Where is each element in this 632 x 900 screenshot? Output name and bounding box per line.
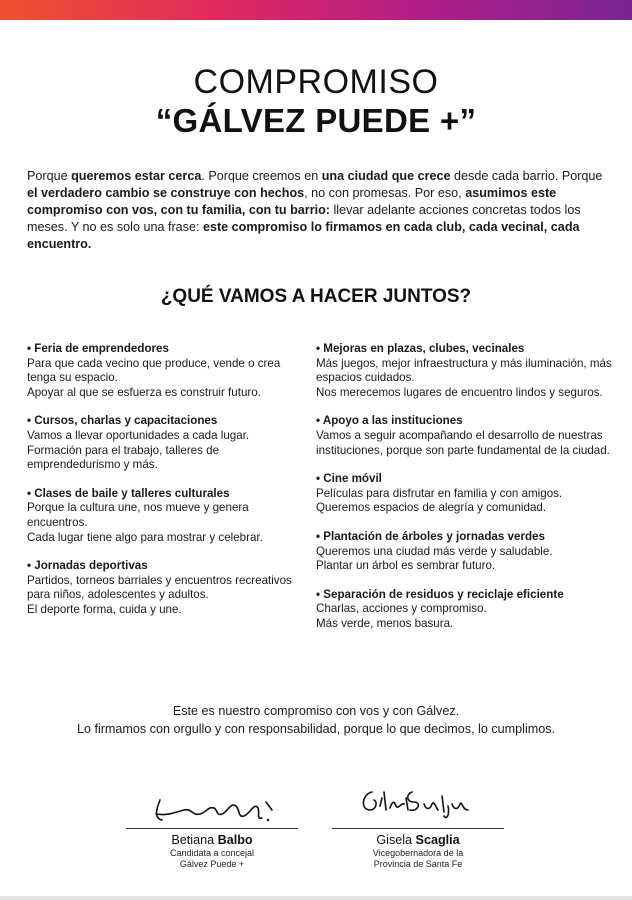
item-line: Nos merecemos lugares de encuentro lindos y seguros.	[316, 385, 603, 399]
closing-line-2: Lo firmamos con orgullo y con responsabilidad, porque lo que decimos, lo cumplimos.	[76, 722, 556, 736]
title-line-1: COMPROMISO	[193, 63, 439, 101]
list-item-cursos	[27, 414, 307, 472]
intro-paragraph	[27, 168, 609, 253]
list-item-deportivas	[27, 559, 307, 617]
intro-segment: . Porque creemos en	[201, 169, 322, 183]
item-line: Porque la cultura une, nos mueve y genera encuentros.	[27, 501, 249, 529]
item-line: Películas para disfrutar en familia y con amigos.	[316, 486, 563, 500]
signature-drawing-scaglia	[332, 780, 504, 826]
item-title: • Clases de baile y talleres culturales	[27, 486, 230, 500]
signature-block-balbo	[126, 780, 298, 870]
section-heading: ¿QUÉ VAMOS A HACER JUNTOS?	[160, 286, 472, 307]
list-item-instituciones	[316, 414, 616, 458]
item-line: Plantar un árbol es sembrar futuro.	[316, 559, 496, 573]
item-line: El deporte forma, cuida y une.	[27, 602, 182, 616]
signature-block-scaglia	[332, 780, 504, 870]
item-line: Apoyar al que se esfuerza es construir futuro.	[27, 385, 261, 399]
signer-role-line-1: Vicegobernadora de la	[372, 848, 464, 858]
title-line-2: “GÁLVEZ PUEDE +”	[155, 102, 477, 139]
item-title: • Cine móvil	[316, 472, 382, 486]
item-line: Queremos una ciudad más verde y saludable.	[316, 544, 553, 558]
intro-segment: , no con promesas. Por eso,	[304, 186, 466, 200]
item-line: Charlas, acciones y compromiso.	[316, 602, 487, 616]
item-line: Partidos, torneos barriales y encuentros recreativos para niños, adolescentes y adultos.	[27, 573, 292, 602]
item-line: Vamos a llevar oportunidades a cada lugar.	[27, 428, 250, 442]
item-title: • Separación de residuos y reciclaje eficiente	[316, 587, 564, 601]
item-title: • Plantación de árboles y jornadas verdes	[316, 529, 545, 543]
signer-name	[126, 833, 298, 848]
intro-segment-bold: este compromiso lo firmamos en cada club, cada vecinal, cada encuentro.	[27, 220, 580, 251]
signer-role-line-2: Provincia de Santa Fe	[373, 859, 463, 869]
list-item-arboles	[316, 530, 616, 574]
top-gradient-bar	[0, 0, 632, 20]
item-line: Cada lugar tiene algo para mostrar y celebrar.	[27, 530, 263, 544]
item-line: Más verde, menos basura.	[316, 616, 454, 630]
signer-role-line-1: Candidata a concejal	[169, 848, 255, 858]
signer-first-name: Betiana	[171, 833, 215, 847]
item-title: • Feria de emprendedores	[27, 342, 169, 355]
item-line: Formación para el trabajo, talleres de emprendedurismo y más.	[27, 443, 220, 472]
signature-drawing-balbo	[126, 780, 298, 826]
intro-segment-bold: queremos estar cerca	[71, 169, 202, 183]
right-column	[316, 342, 616, 646]
item-line: Más juegos, mejor infraestructura y más iluminación, más espacios cuidados.	[316, 356, 612, 385]
closing-statement	[0, 702, 632, 738]
intro-segment: desde cada barrio. Porque	[450, 169, 603, 183]
signer-last-name: Scaglia	[415, 833, 460, 847]
item-title: • Mejoras en plazas, clubes, vecinales	[316, 342, 525, 355]
signer-last-name: Balbo	[217, 833, 253, 847]
item-title: • Cursos, charlas y capacitaciones	[27, 414, 218, 428]
bottom-bar	[0, 896, 632, 900]
signer-name	[332, 833, 504, 848]
intro-segment-bold: asumimos este compromiso con vos, con tu familia, con tu barrio:	[27, 186, 557, 217]
intro-segment-bold: una ciudad que crece	[321, 169, 451, 183]
closing-line-1: Este es nuestro compromiso con vos y con Gálvez.	[172, 704, 460, 718]
signer-role-line-2: Gálvez Puede +	[179, 859, 245, 869]
list-item-cine	[316, 472, 616, 516]
item-title: • Apoyo a las instituciones	[316, 414, 463, 428]
signer-first-name: Gisela	[376, 833, 413, 847]
item-line: Queremos espacios de alegría y comunidad.	[316, 501, 547, 515]
list-item-reciclaje	[316, 588, 616, 632]
list-item-feria	[27, 342, 307, 400]
item-title: • Jornadas deportivas	[27, 559, 148, 573]
item-line: Vamos a seguir acompañando el desarrollo de nuestras instituciones, porque son parte fundamental de la ciudad.	[316, 428, 610, 457]
signature-line	[332, 828, 504, 829]
intro-segment-bold: el verdadero cambio se construye con hechos	[27, 186, 305, 200]
list-item-baile	[27, 487, 307, 545]
left-column	[27, 342, 307, 632]
item-line: Para que cada vecino que produce, vende o crea tenga su espacio.	[27, 356, 281, 385]
list-item-mejoras	[316, 342, 616, 400]
intro-segment: llevar adelante acciones concretas todos los meses. Y no es solo una frase:	[27, 203, 581, 234]
signature-line	[126, 828, 298, 829]
intro-segment: Porque	[27, 169, 72, 183]
